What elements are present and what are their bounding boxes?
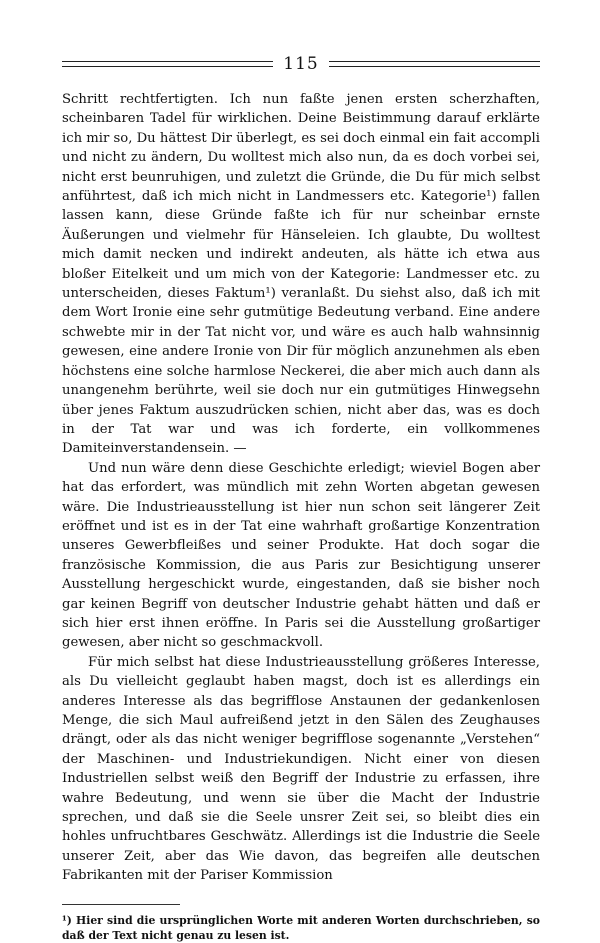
header-rule-right: [329, 61, 540, 67]
paragraph-3: Für mich selbst hat diese Industrieausstellung größeres Interesse, als Du vielleicht geglaubt haben magst, doch ist es allerdings ein anderes Interesse als das begrifflose Anstaunen der gedankenlosen Menge, die sich Maul aufreißend jetzt in den Sälen des Zeughauses drängt, oder als das nicht weniger begrifflose sogenannte „Verstehen“ der Maschinen- und Industriekundigen. Nicht einer von diesen Industriellen selbst weiß den Begriff der Industrie zu erfassen, ihre wahre Bedeutung, und wenn sie über die Macht der Industrie sprechen, und daß sie die Seele unsrer Zeit sei, so bleibt dies ein hohles unfruchtbares Geschwätz. Allerdings ist die Industrie die Seele unserer Zeit, aber das Wie davon, das begreifen alle deutschen Fabrikanten mit der Pariser Kommission: [62, 654, 540, 884]
main-text: [62, 90, 540, 886]
page-header: [62, 52, 540, 76]
footnote: ¹) Hier sind die ursprünglichen Worte mit anderen Worten durchschrieben, so daß der Text nicht genau zu lesen ist.: [62, 913, 540, 942]
page-number: 115: [283, 54, 319, 74]
book-page: [62, 52, 540, 943]
paragraph-1: Schritt rechtfertigten. Ich nun faßte jenen ersten scherzhaften, scheinbaren Tadel für wirklichen. Deine Beistimmung darauf erklärte ich mir so, Du hättest Dir überlegt, es sei doch einmal ein fait accompli und nicht zu ändern, Du wolltest mich also nun, da es doch vorbei sei, nicht erst beunruhigen, und zuletzt die Gründe, die Du für mich selbst anführtest, daß ich mich nicht in Landmessers etc. Kategorie¹) fallen lassen kann, diese Gründe faßte ich für nur scheinbar ernste Äußerungen und vielmehr für Hänseleien. Ich glaubte, Du wolltest mich damit necken und indirekt andeuten, als hätte ich etwa aus bloßer Eitelkeit und um mich von der Kategorie: Landmesser etc. zu unterscheiden, dieses Faktum¹) veranlaßt. Du siehst also, daß ich mit dem Wort Ironie eine sehr gutmütige Bedeutung verband. Eine andere schwebte mir in der Tat nicht vor, und wäre es auch halb wahnsinnig gewesen, eine andere Ironie von Dir für möglich anzunehmen als eben höchstens eine solche harmlose Neckerei, die aber mich auch dann als unangenehm berührte, weil sie doch nur ein gutmütiges Hinwegsehn über jenes Faktum auszudrücken schien, nicht aber das, was es doch in der Tat war und was ich forderte, ein vollkommenes Damiteinverstandensein. —: [62, 92, 540, 457]
footnote-divider: [62, 904, 180, 905]
header-rule-left: [62, 61, 273, 67]
paragraph-2: Und nun wäre denn diese Geschichte erledigt; wieviel Bogen aber hat das erfordert, was mündlich mit zehn Worten abgetan gewesen wäre. Die Industrieausstellung ist hier nun schon seit längerer Zeit eröffnet und ist es in der Tat eine wahrhaft großartige Konzentration unseres Gewerbfleißes und seiner Produkte. Hat doch sogar die französische Kommission, die aus Paris zur Besichtigung unserer Ausstellung hergeschickt wurde, eingestanden, daß sie bisher noch gar keinen Begriff von deutscher Industrie gehabt hätten und daß er sich hier erst ihnen eröffne. In Paris sei die Ausstellung großartiger gewesen, aber nicht so geschmackvoll.: [62, 460, 540, 651]
